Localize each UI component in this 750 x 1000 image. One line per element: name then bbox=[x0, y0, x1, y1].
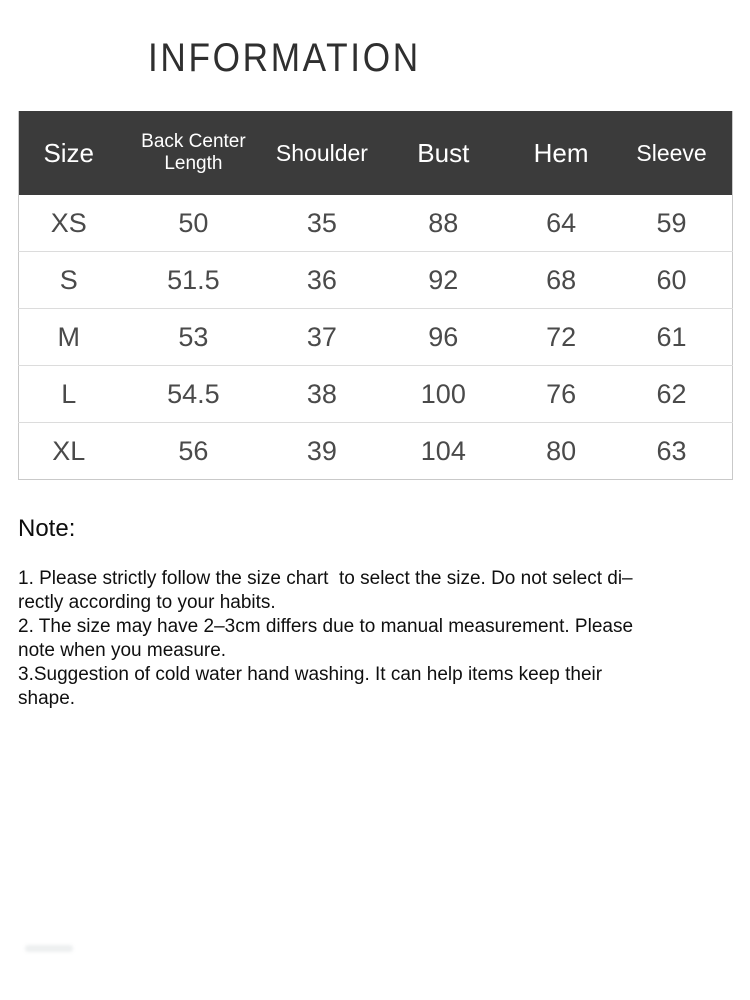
cell-size: XS bbox=[19, 195, 119, 252]
size-chart-table bbox=[18, 111, 733, 480]
table-header-row bbox=[19, 111, 733, 195]
cell-hem: 80 bbox=[511, 423, 611, 480]
cell-hem: 68 bbox=[511, 252, 611, 309]
cell-bust: 104 bbox=[375, 423, 511, 480]
cell-hem: 64 bbox=[511, 195, 611, 252]
cell-bust: 96 bbox=[375, 309, 511, 366]
cell-back-center-length: 50 bbox=[118, 195, 268, 252]
cell-sleeve: 61 bbox=[611, 309, 732, 366]
cell-bust: 100 bbox=[375, 366, 511, 423]
cell-size: XL bbox=[19, 423, 119, 480]
cell-back-center-length: 51.5 bbox=[118, 252, 268, 309]
cell-size: L bbox=[19, 366, 119, 423]
cell-shoulder: 37 bbox=[268, 309, 375, 366]
cell-back-center-length: 56 bbox=[118, 423, 268, 480]
header-back-center-length: Back Center Length bbox=[118, 111, 268, 195]
note-line-5: 3.Suggestion of cold water hand washing. It can help items keep their bbox=[18, 664, 603, 685]
page-title: INFORMATION bbox=[148, 36, 421, 80]
note-line-3: 2. The size may have 2–3cm differs due to manual measurement. Please bbox=[18, 616, 634, 637]
cell-hem: 76 bbox=[511, 366, 611, 423]
header-sleeve: Sleeve bbox=[611, 111, 732, 195]
note-line-6: shape. bbox=[18, 688, 76, 709]
cell-shoulder: 36 bbox=[268, 252, 375, 309]
header-hem: Hem bbox=[511, 111, 611, 195]
cell-hem: 72 bbox=[511, 309, 611, 366]
cell-back-center-length: 53 bbox=[118, 309, 268, 366]
cell-sleeve: 59 bbox=[611, 195, 732, 252]
table-row-m bbox=[19, 309, 733, 366]
note-line-2: rectly according to your habits. bbox=[18, 592, 276, 613]
cell-bust: 92 bbox=[375, 252, 511, 309]
cell-shoulder: 38 bbox=[268, 366, 375, 423]
note-section bbox=[18, 515, 742, 711]
note-heading: Note: bbox=[18, 515, 76, 542]
cell-shoulder: 39 bbox=[268, 423, 375, 480]
header-size: Size bbox=[19, 111, 119, 195]
note-line-1: 1. Please strictly follow the size chart to select the size. Do not select di– bbox=[18, 568, 633, 589]
cell-size: M bbox=[19, 309, 119, 366]
table-row-xl bbox=[19, 423, 733, 480]
table-row-s bbox=[19, 252, 733, 309]
table-row-xs bbox=[19, 195, 733, 252]
header-bust: Bust bbox=[375, 111, 511, 195]
table-row-l bbox=[19, 366, 733, 423]
note-line-4: note when you measure. bbox=[18, 640, 227, 661]
cell-sleeve: 62 bbox=[611, 366, 732, 423]
cell-size: S bbox=[19, 252, 119, 309]
header-shoulder: Shoulder bbox=[268, 111, 375, 195]
cell-bust: 88 bbox=[375, 195, 511, 252]
watermark bbox=[25, 945, 73, 952]
cell-sleeve: 63 bbox=[611, 423, 732, 480]
cell-sleeve: 60 bbox=[611, 252, 732, 309]
cell-back-center-length: 54.5 bbox=[118, 366, 268, 423]
cell-shoulder: 35 bbox=[268, 195, 375, 252]
